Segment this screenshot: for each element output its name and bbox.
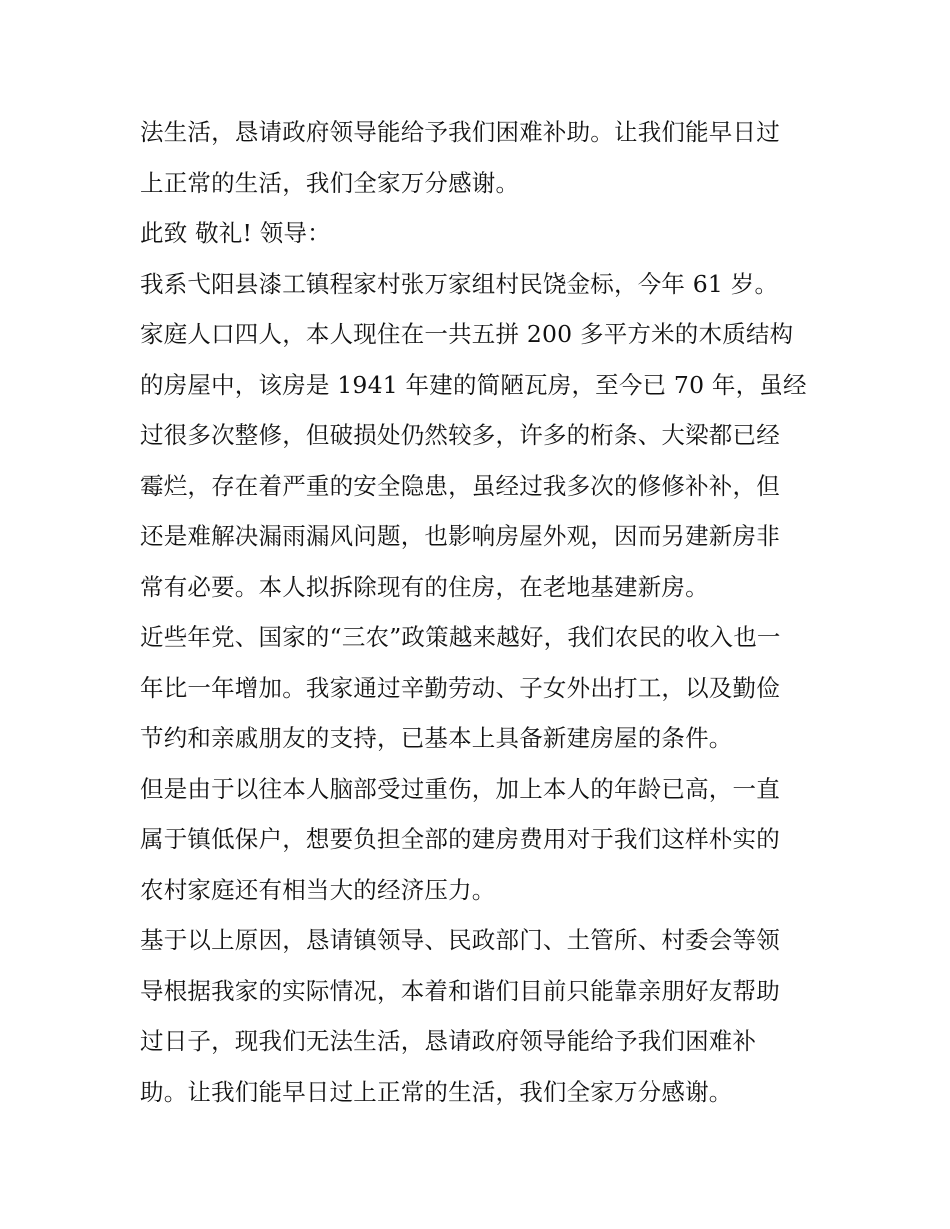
text-line: 年比一年增加。我家通过辛勤劳动、子女外出打工，以及勤俭 — [140, 673, 780, 702]
text-line: 法生活，恳请政府领导能给予我们困难补助。让我们能早日过 — [140, 118, 780, 146]
text-line: 家庭人口四人，本人现住在一共五拼 200 多平方米的木质结构 — [140, 320, 794, 348]
text-line: 我系弋阳县漆工镇程家村张万家组村民饶金标，今年 61 岁。 — [140, 269, 779, 298]
text-line: 过日子，现我们无法生活，恳请政府领导能给予我们困难补 — [140, 1027, 757, 1055]
text-line: 的房屋中，该房是 1941 年建的简陋瓦房，至今已 70 年，虽经 — [140, 370, 807, 399]
text-line: 节约和亲戚朋友的支持，已基本上具备新建房屋的条件。 — [140, 724, 733, 752]
text-line: 此致 敬礼! 领导： — [140, 219, 331, 247]
document-body — [140, 107, 820, 1117]
text-line: 过很多次整修，但破损处仍然较多，许多的桁条、大梁都已经 — [140, 421, 780, 449]
text-line: 属于镇低保户，想要负担全部的建房费用对于我们这样朴实的 — [140, 825, 780, 853]
text-line: 霉烂，存在着严重的安全隐患，虽经过我多次的修修补补，但 — [140, 471, 780, 500]
text-line: 助。让我们能早日过上正常的生活，我们全家万分感谢。 — [140, 1077, 733, 1106]
text-line: 近些年党、国家的“三农”政策越来越好，我们农民的收入也一 — [140, 623, 781, 651]
text-line: 基于以上原因，恳请镇领导、民政部门、土管所、村委会等领 — [140, 926, 780, 954]
text-line: 还是难解决漏雨漏风问题，也影响房屋外观，因而另建新房非 — [140, 522, 780, 550]
text-line: 上正常的生活，我们全家万分感谢。 — [140, 168, 520, 197]
text-line: 导根据我家的实际情况，本着和谐们目前只能靠亲朋好友帮助 — [140, 976, 780, 1005]
text-line: 常有必要。本人拟拆除现有的住房，在老地基建新房。 — [140, 572, 709, 601]
text-line: 但是由于以往本人脑部受过重伤，加上本人的年龄已高，一直 — [140, 774, 780, 803]
text-line: 农村家庭还有相当大的经济压力。 — [140, 875, 496, 904]
